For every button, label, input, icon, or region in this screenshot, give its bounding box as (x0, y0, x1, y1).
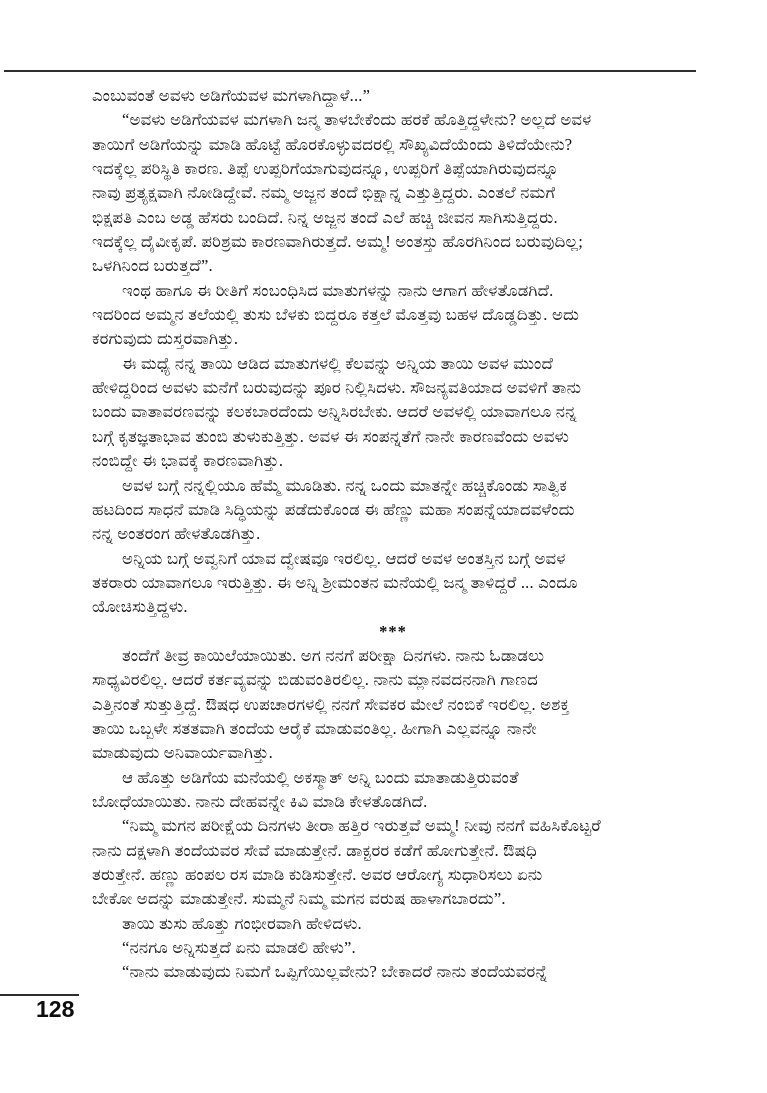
text-line: ತಾಯಿ ತುಸು ಹೊತ್ತು ಗಂಭೀರವಾಗಿ ಹೇಳಿದಳು. (122, 913, 362, 933)
text-line: ಯೋಚಿಸುತ್ತಿದ್ದಳು. (92, 597, 188, 617)
text-line: ಬೋಧೆಯಾಯಿತು. ನಾನು ದೇಹವನ್ನೇ ಕಿವಿ ಮಾಡಿ ಕೇಳತೊಡಗಿದೆ. (92, 791, 428, 811)
page-number: 128 (36, 996, 75, 1022)
text-line: ಅನ್ನಿಯ ಬಗ್ಗೆ ಅವ್ವನಿಗೆ ಯಾವ ದ್ವೇಷವೂ ಇರಲಿಲ್ಲ. ಆದರೆ ಅವಳ ಅಂತಸ್ತಿನ ಬಗ್ಗೆ ಅವಳ (122, 548, 566, 568)
text-line: ಎಂಬುವಂತೆ ಅವಳು ಅಡಿಗೆಯವಳ ಮಗಳಾಗಿದ್ದಾಳೆ...” (92, 86, 371, 105)
text-line: ತಂದೆಗೆ ತೀವ್ರ ಕಾಯಿಲೆಯಾಯಿತು. ಅಗ ನನಗೆ ಪರೀಕ್ಷಾ ದಿನಗಳು. ನಾನು ಓಡಾಡಲು (122, 645, 545, 665)
text-line: ಭಿಕ್ಷಪತಿ ಎಂಬ ಅಡ್ಡ ಹೆಸರು ಬಂದಿದೆ. ನಿನ್ನ ಅಜ್ಜನ ತಂದೆ ಎಲೆ ಹಚ್ಚಿ ಜೀವನ ಸಾಗಿಸುತ್ತಿದ್ದರು. (92, 207, 558, 227)
text-line: ಬಂದು ವಾತಾವರಣವನ್ನು ಕಲಕಬಾರದೆಂದು ಅನ್ನಿಸಿರಬೇಕು. ಆದರೆ ಅವಳಲ್ಲಿ ಯಾವಾಗಲೂ ನನ್ನ (92, 402, 577, 422)
text-line: “ನಿಮ್ಮ ಮಗನ ಪರೀಕ್ಷೆಯ ದಿನಗಳು ತೀರಾ ಹತ್ತಿರ ಇರುತ್ತವೆ ಅಮ್ಮ! ನೀವು ನನಗೆ ವಹಿಸಿಕೊಟ್ಟರೆ (122, 816, 601, 836)
text-line: ಕರಗುವುದು ದುಸ್ತರವಾಗಿತ್ತು. (92, 329, 239, 349)
text-line: ಹೇಳಿದ್ದರಿಂದ ಅವಳು ಮನೆಗೆ ಬರುವುದನ್ನು ಪೂರ ನಿಲ್ಲಿಸಿದಳು. ಸೌಜನ್ಯವತಿಯಾದ ಅವಳಿಗೆ ತಾನು (92, 378, 582, 398)
text-line: ಇಂಥ ಹಾಗೂ ಈ ರೀತಿಗೆ ಸಂಬಂಧಿಸಿದ ಮಾತುಗಳನ್ನು ನಾನು ಆಗಾಗ ಹೇಳತೊಡಗಿದೆ. (122, 280, 554, 300)
text-line: “ನಾನು ಮಾಡುವುದು ನಿಮಗೆ ಒಪ್ಪಿಗೆಯಿಲ್ಲವೇನು? ಬೇಕಾದರೆ ನಾನು ತಂದೆಯವರನ್ನೆ (122, 962, 548, 982)
text-line: ತರುತ್ತೇನೆ. ಹಣ್ಣು ಹಂಪಲ ರಸ ಮಾಡಿ ಕುಡಿಸುತ್ತೇನೆ. ಅವರ ಆರೋಗ್ಯ ಸುಧಾರಿಸಲು ಏನು (92, 865, 543, 884)
text-line: ಎತ್ತಿನಂತೆ ಸುತ್ತುತ್ತಿದ್ದೆ. ಔಷಧ ಉಪಚಾರಗಳಲ್ಲಿ ನನಗೆ ಸೇವಕರ ಮೇಲೆ ನಂಬಿಕೆ ಇರಲಿಲ್ಲ. ಅಶಕ್ತ (92, 694, 570, 714)
text-line: ಇದರಿಂದ ಅಮ್ಮನ ತಲೆಯಲ್ಲಿ ತುಸು ಬೆಳಕು ಬಿದ್ದರೂ ಕತ್ತಲೆ ಮೊತ್ತವು ಬಹಳ ದೊಡ್ಡದಿತ್ತು. ಅದು (92, 305, 580, 325)
text-line: “ನನಗೂ ಅನ್ನಿಸುತ್ತದೆ ಏನು ಮಾಡಲಿ ಹೇಳು”. (122, 938, 356, 958)
text-line: ನಾವು ಪ್ರತ್ಯಕ್ಷವಾಗಿ ನೋಡಿದ್ದೇವೆ. ನಮ್ಮ ಅಜ್ಜನ ತಂದೆ ಭಿಕ್ಷಾನ್ನ ಎತ್ತುತ್ತಿದ್ದರು. ಎಂತಲೆ ನಮಗೆ (92, 183, 556, 203)
text-line: ನಾನು ದಕ್ಷಳಾಗಿ ತಂದೆಯವರ ಸೇವೆ ಮಾಡುತ್ತೇನೆ. ಡಾಕ್ಟರರ ಕಡೆಗೆ ಹೋಗುತ್ತೇನೆ. ಔಷಧಿ (92, 840, 537, 860)
text-line: ಸಾಧ್ಯವಿರಲಿಲ್ಲ. ಆದರೆ ಕರ್ತವ್ಯವನ್ನು ಬಿಡುವಂತಿರಲಿಲ್ಲ. ನಾನು ಮ್ಲಾನವದನನಾಗಿ ಗಾಣದ (92, 670, 539, 690)
text-line: ಬಗ್ಗೆ ಕೃತಜ್ಞತಾಭಾವ ತುಂಬಿ ತುಳುಕುತ್ತಿತ್ತು. ಅವಳ ಈ ಸಂಪನ್ನತೆಗೆ ನಾನೇ ಕಾರಣವೆಂದು ಅವಳು (92, 426, 570, 446)
text-line: ತಾಯಿ ಒಬ್ಬಳೇ ಸತತವಾಗಿ ತಂದೆಯ ಆರೈಕೆ ಮಾಡುವಂತಿಲ್ಲ. ಹೀಗಾಗಿ ಎಲ್ಲವನ್ನೂ ನಾನೇ (92, 718, 537, 738)
text-line: ಆ ಹೊತ್ತು ಅಡಿಗೆಯ ಮನೆಯಲ್ಲಿ ಅಕಸ್ಮಾತ್ ಅನ್ನಿ ಬಂದು ಮಾತಾಡುತ್ತಿರುವಂತೆ (122, 767, 519, 787)
text-line: ಇದಕ್ಕೆಲ್ಲ ದೈವೀಕೃಪೆ. ಪರಿಶ್ರಮ ಕಾರಣವಾಗಿರುತ್ತದೆ. ಅಮ್ಮ! ಅಂತಸ್ತು ಹೊರಗಿನಿಂದ ಬರುವುದಿಲ್ಲ; (92, 232, 584, 252)
text-line: ಹಟದಿಂದ ಸಾಧನೆ ಮಾಡಿ ಸಿದ್ಧಿಯನ್ನು ಪಡೆದುಕೊಂಡ ಈ ಹೆಣ್ಣು ಮಹಾ ಸಂಪನ್ನೆಯಾದವಳೆಂದು (92, 499, 575, 519)
text-line: ಒಳಗಿನಿಂದ ಬರುತ್ತದೆ”. (92, 256, 213, 276)
section-divider: *** (379, 621, 407, 641)
header-rule (4, 70, 696, 72)
text-line: ತಕರಾರು ಯಾವಾಗಲೂ ಇರುತ್ತಿತ್ತು. ಈ ಅನ್ನಿ ಶ್ರೀಮಂತನ ಮನೆಯಲ್ಲಿ ಜನ್ಮ ತಾಳಿದ್ದರೆ ... ಎಂದೂ (92, 572, 578, 592)
text-line: ನಂಬಿದ್ದೇ ಈ ಭಾವಕ್ಕೆ ಕಾರಣವಾಗಿತ್ತು. (92, 451, 284, 471)
text-line: ಈ ಮಧ್ಯೆ ನನ್ನ ತಾಯಿ ಆಡಿದ ಮಾತುಗಳಲ್ಲಿ ಕೆಲವನ್ನು ಅನ್ನಿಯ ತಾಯಿ ಅವಳ ಮುಂದೆ (122, 353, 554, 373)
text-line: ತಾಯಿಗೆ ಅಡಿಗೆಯನ್ನು ಮಾಡಿ ಹೊಟ್ಟೆ ಹೊರಕೊಳ್ಳುವದರಲ್ಲಿ ಸೌಖ್ಯವಿದೆಯೆಂದು ತಿಳಿದೆಯೇನು? (92, 134, 573, 154)
text-line: ಬೇಕೋ ಅದನ್ನು ಮಾಡುತ್ತೇನೆ. ಸುಮ್ಮನೆ ನಿಮ್ಮ ಮಗನ ವರುಷ ಹಾಳಾಗಬಾರದು”. (92, 889, 506, 909)
text-line: ಮಾಡುವುದು ಅನಿವಾರ್ಯವಾಗಿತ್ತು. (92, 743, 273, 763)
page-body (92, 84, 694, 985)
text-line: ಅವಳ ಬಗ್ಗೆ ನನ್ನಲ್ಲಿಯೂ ಹೆಮ್ಮೆ ಮೂಡಿತು. ನನ್ನ ಒಂದು ಮಾತನ್ನೇ ಹಚ್ಚಿಕೊಂಡು ಸಾತ್ವಿಕ (122, 475, 568, 495)
text-line: “ಅವಳು ಅಡಿಗೆಯವಳ ಮಗಳಾಗಿ ಜನ್ಮ ತಾಳಬೇಕೆಂದು ಹರಕೆ ಹೊತ್ತಿದ್ದಳೇನು? ಅಲ್ಲದೆ ಅವಳ (122, 110, 592, 130)
text-line: ಇದಕ್ಕೆಲ್ಲ ಪರಿಸ್ಥಿತಿ ಕಾರಣ. ತಿಪ್ಪೆ ಉಪ್ಪರಿಗೆಯಾಗುವುದನ್ನೂ, ಉಪ್ಪರಿಗೆ ತಿಪ್ಪೆಯಾಗಿರುವುದನ್ನೂ (92, 159, 559, 179)
text-line: ನನ್ನ ಅಂತರಂಗ ಹೇಳತೊಡಗಿತ್ತು. (92, 524, 261, 544)
